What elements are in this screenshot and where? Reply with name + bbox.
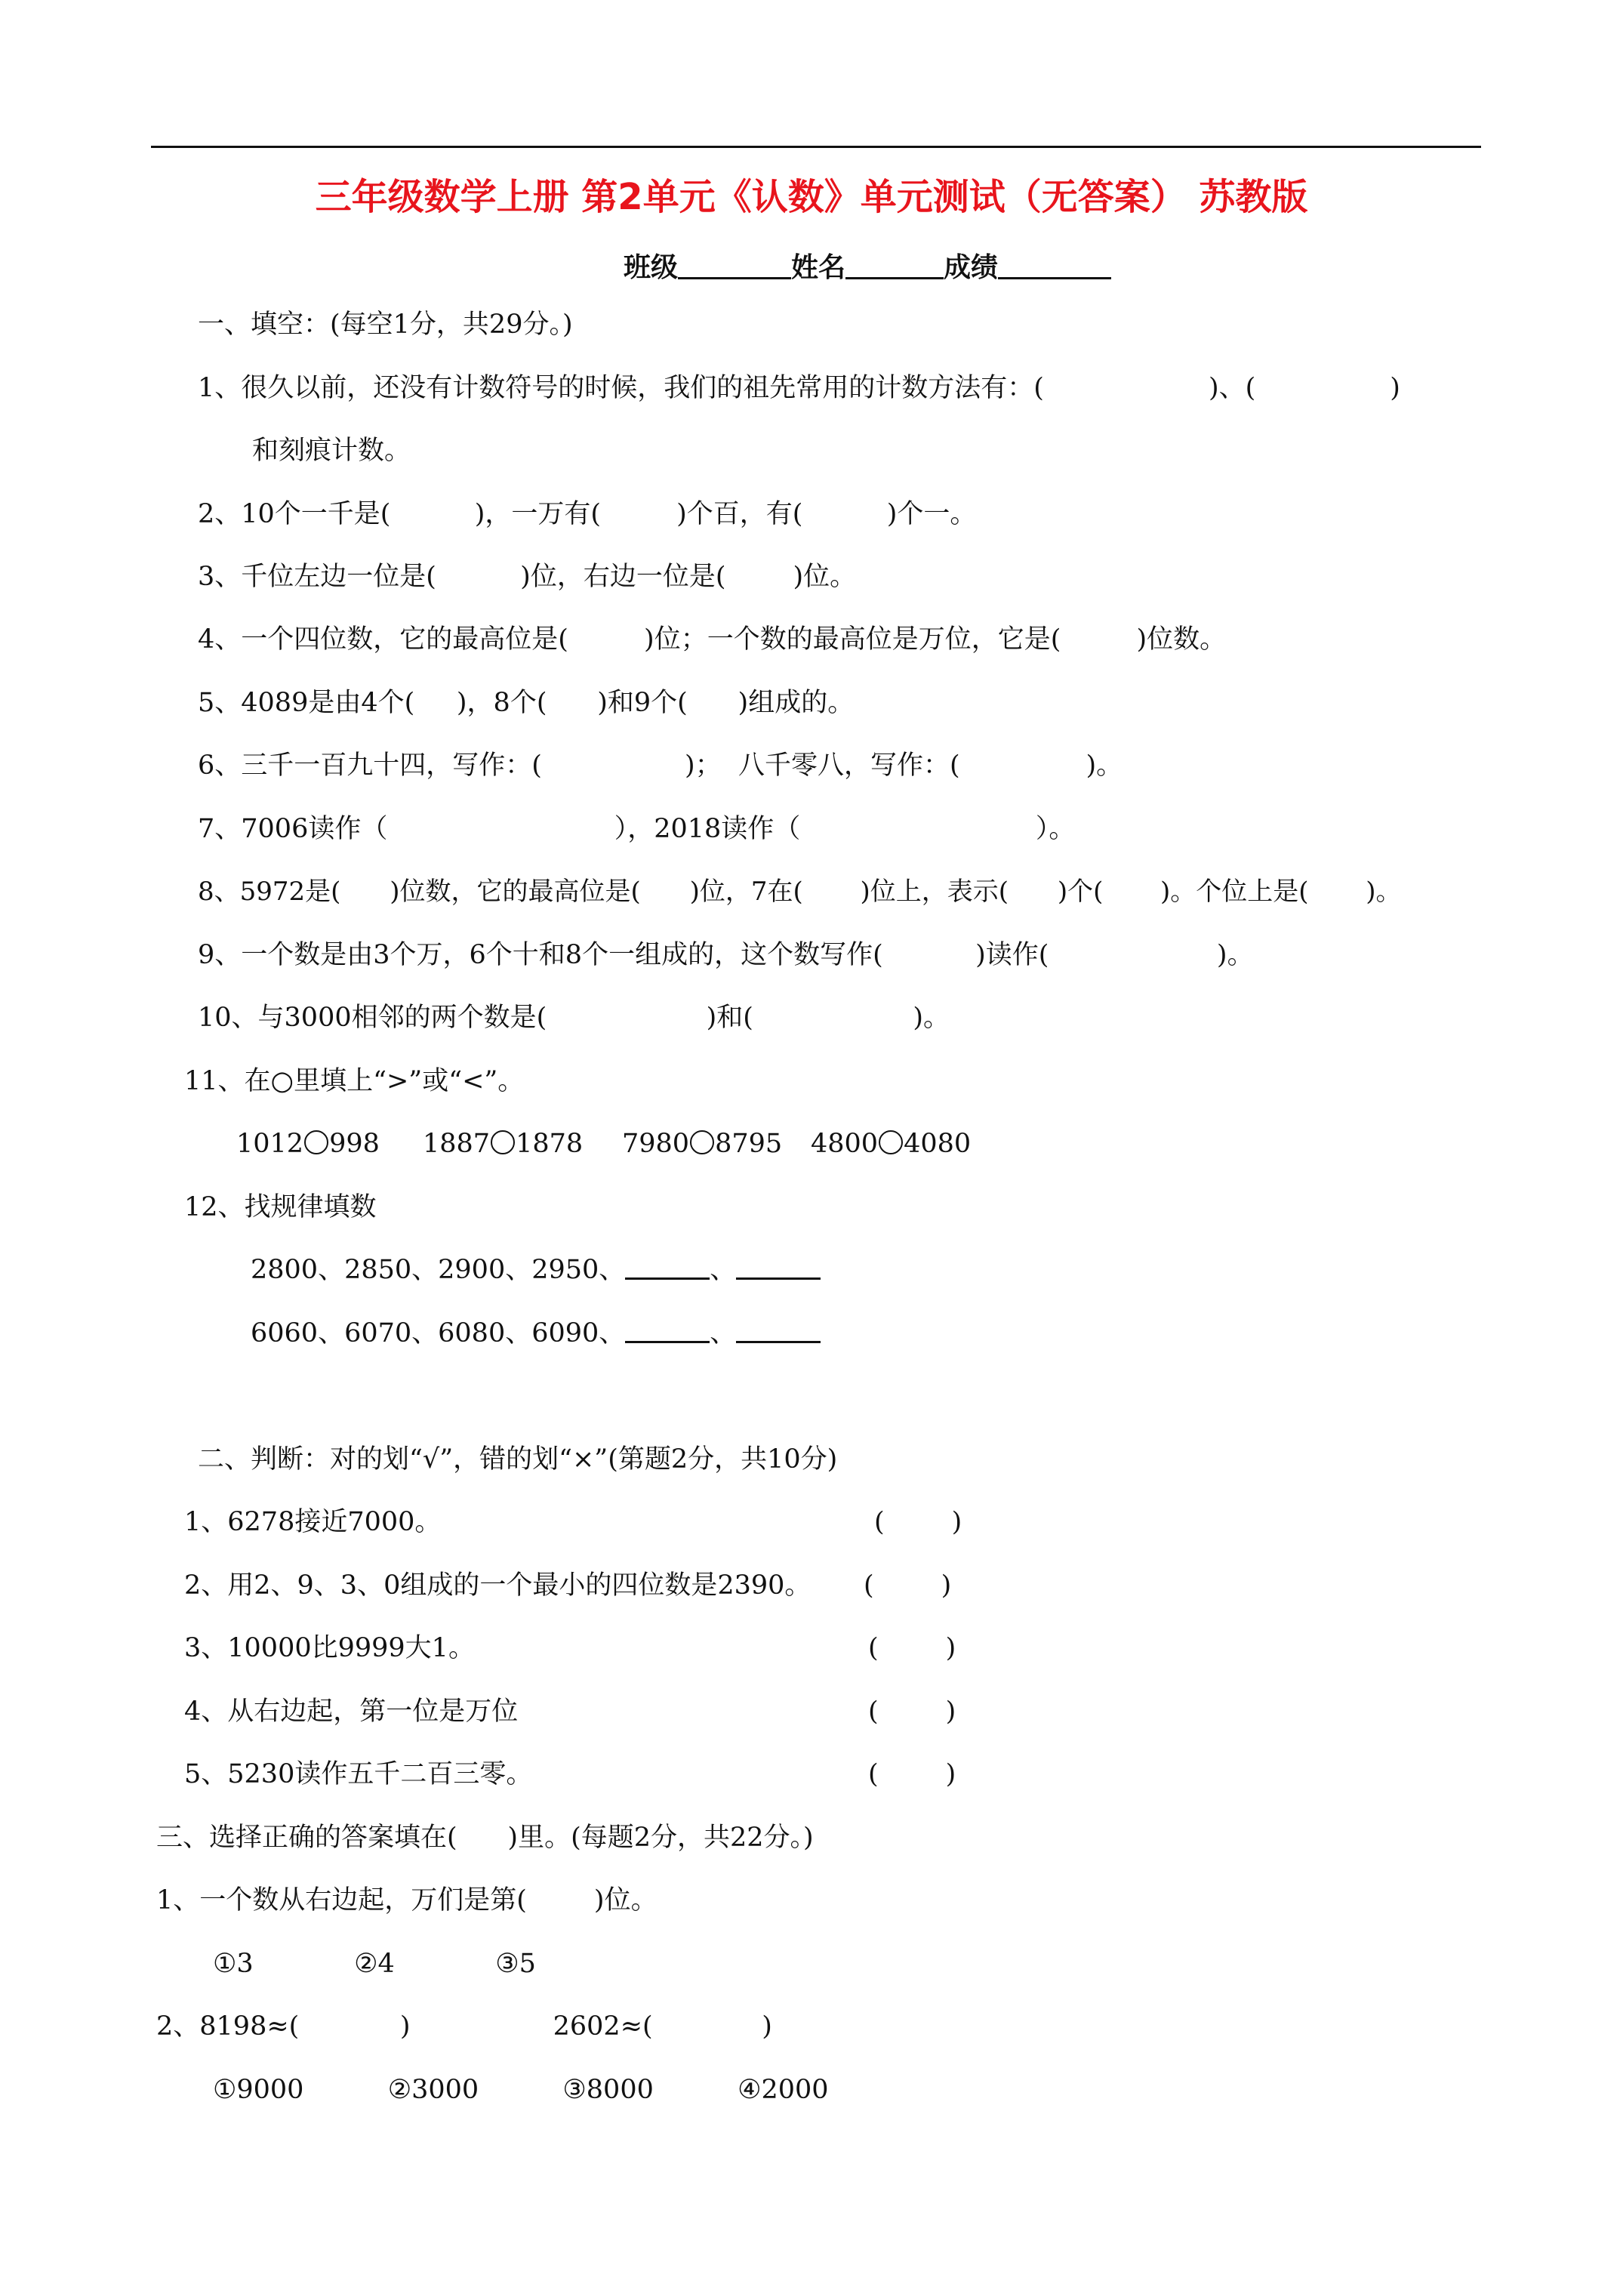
choice-question-1: 1、一个数从右边起，万们是第( )位。 xyxy=(156,1885,658,1915)
compare-left: 4800 xyxy=(811,1129,879,1159)
compare-left: 1887 xyxy=(423,1129,491,1159)
sequence-separator: 、 xyxy=(710,1318,737,1348)
sequence-separator: 、 xyxy=(710,1255,737,1285)
section2-heading: 二、判断：对的划“√”，错的划“×”(第题2分，共10分) xyxy=(198,1444,838,1475)
question-1-4: 4、一个四位数，它的最高位是( )位；一个数的最高位是万位，它是( )位数。 xyxy=(198,624,1227,655)
sequence-blank[interactable] xyxy=(736,1318,821,1343)
score-label: 成绩 xyxy=(944,252,999,283)
choice-question-2: 2、8198≈( ) 2602≈( ) xyxy=(156,2011,772,2042)
sequence-row-1 xyxy=(251,1253,821,1287)
compare-left: 7980 xyxy=(622,1129,690,1159)
compare-circle[interactable] xyxy=(491,1130,515,1154)
sequence-blank[interactable] xyxy=(625,1318,710,1343)
compare-item xyxy=(811,1127,971,1160)
judge-item-3: 3、10000比9999大1。 xyxy=(184,1633,475,1663)
question-1-9: 9、一个数是由3个万，6个十和8个一组成的，这个数写作( )读作( )。 xyxy=(198,940,1254,970)
sequence-values: 2800、2850、2900、2950、 xyxy=(251,1255,626,1285)
question-1-12: 12、找规律填数 xyxy=(184,1192,377,1222)
sequence-blank[interactable] xyxy=(625,1255,710,1280)
q1-part-a: 1、很久以前，还没有计数符号的时候，我们的祖先常用的计数方法有：( xyxy=(198,373,1044,403)
question-1-1-cont: 和刻痕计数。 xyxy=(252,436,411,466)
question-1-1 xyxy=(198,371,1400,405)
sequence-row-2 xyxy=(251,1317,821,1350)
top-rule xyxy=(151,146,1481,148)
judge-answer-3[interactable]: ( ) xyxy=(868,1633,956,1663)
compare-item xyxy=(622,1127,782,1160)
question-1-3: 3、千位左边一位是( )位，右边一位是( )位。 xyxy=(198,562,857,592)
name-label: 姓名 xyxy=(791,252,846,283)
compare-right: 1878 xyxy=(516,1129,584,1159)
judge-answer-1[interactable]: ( ) xyxy=(874,1507,962,1537)
compare-item xyxy=(236,1127,380,1160)
compare-right: 998 xyxy=(329,1129,380,1159)
sequence-values: 6060、6070、6080、6090、 xyxy=(251,1318,626,1348)
page-title: 三年级数学上册 第2单元《认数》单元测试（无答案） 苏教版 xyxy=(315,176,1308,218)
compare-left: 1012 xyxy=(236,1129,304,1159)
judge-item-2: 2、用2、9、3、0组成的一个最小的四位数是2390。 xyxy=(184,1570,812,1601)
judge-answer-2[interactable]: ( ) xyxy=(864,1570,952,1601)
question-1-11: 11、在○里填上“>”或“<”。 xyxy=(184,1066,525,1096)
class-label: 班级 xyxy=(624,252,679,283)
question-1-2: 2、10个一千是( )，一万有( )个百，有( )个一。 xyxy=(198,499,977,529)
judge-item-4: 4、从右边起，第一位是万位 xyxy=(184,1697,519,1727)
score-blank[interactable] xyxy=(998,251,1111,279)
choice-options-2: ①9000 ②3000 ③8000 ④2000 xyxy=(213,2075,829,2105)
judge-answer-5[interactable]: ( ) xyxy=(868,1759,956,1789)
section3-heading: 三、选择正确的答案填在( )里。(每题2分，共22分。) xyxy=(156,1823,814,1853)
class-blank[interactable] xyxy=(678,251,791,279)
question-1-7: 7、7006读作（ ），2018读作（ ）。 xyxy=(198,814,1076,844)
compare-circle[interactable] xyxy=(879,1130,903,1154)
q1-part-c: ) xyxy=(1390,373,1400,403)
compare-circle[interactable] xyxy=(690,1130,714,1154)
judge-item-1: 1、6278接近7000。 xyxy=(184,1507,442,1537)
name-blank[interactable] xyxy=(845,251,944,279)
compare-right: 4080 xyxy=(904,1129,972,1159)
judge-item-5: 5、5230读作五千二百三零。 xyxy=(184,1759,533,1789)
section1-heading: 一、填空：(每空1分，共29分。) xyxy=(198,310,573,340)
sequence-blank[interactable] xyxy=(736,1255,821,1280)
judge-answer-4[interactable]: ( ) xyxy=(868,1697,956,1727)
question-1-6: 6、三千一百九十四，写作：( )； 八千零八，写作：( )。 xyxy=(198,750,1123,781)
question-1-8: 8、5972是( )位数，它的最高位是( )位，7在( )位上，表示( )个( )。个位上是( )。 xyxy=(198,877,1402,907)
student-info-row xyxy=(624,246,1111,285)
q1-part-b: )、( xyxy=(1208,373,1256,403)
compare-item xyxy=(423,1127,583,1160)
question-1-10: 10、与3000相邻的两个数是( )和( )。 xyxy=(198,1003,950,1033)
compare-right: 8795 xyxy=(715,1129,783,1159)
question-1-5: 5、4089是由4个( )，8个( )和9个( )组成的。 xyxy=(198,688,855,718)
choice-options-1: ①3 ②4 ③5 xyxy=(213,1949,536,1979)
compare-circle[interactable] xyxy=(304,1130,328,1154)
